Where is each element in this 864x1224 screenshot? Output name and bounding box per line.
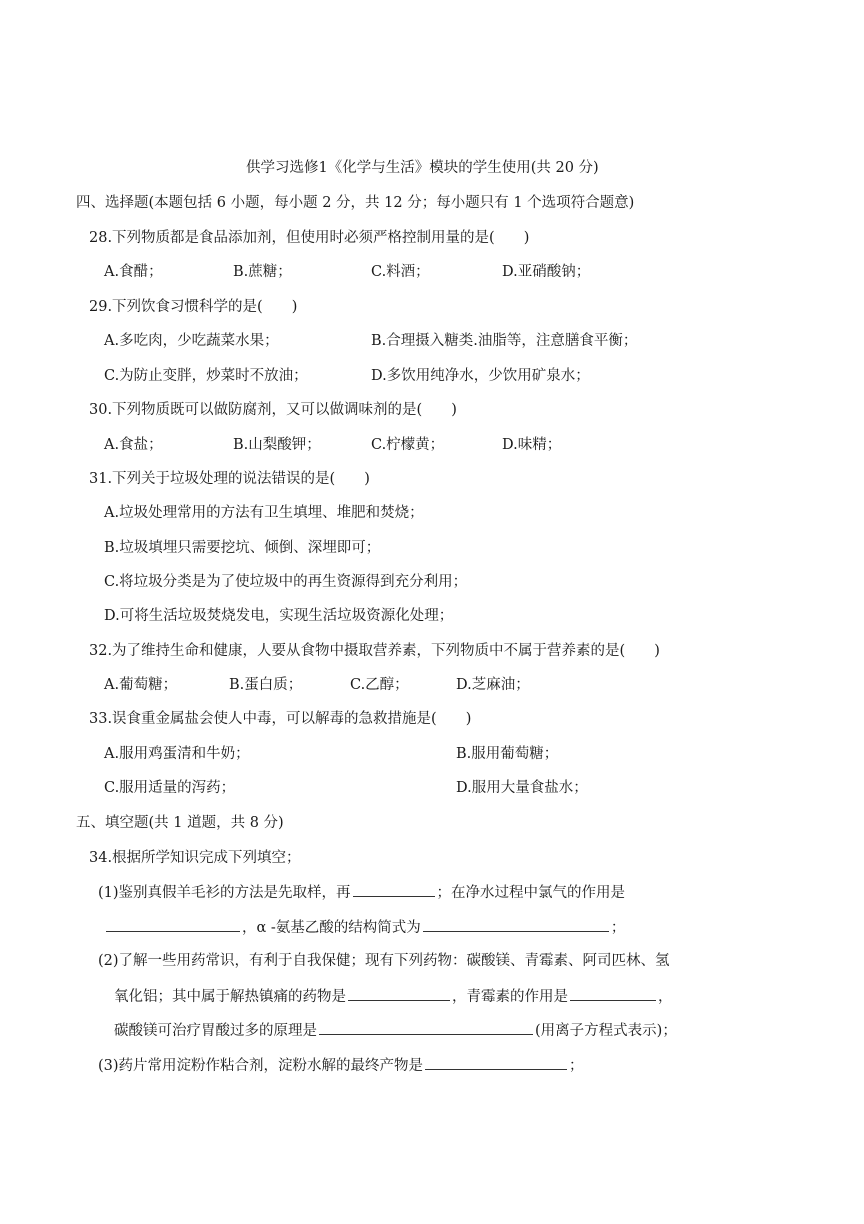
question-32-option-b: B.蛋白质； (229, 677, 303, 693)
question-34-part-2-line-1: (2)了解一些用药常识，有利于自我保健；现有下列药物：碳酸镁、青霉素、阿司匹林、氢 (98, 953, 670, 969)
question-28-option-c: C.料酒； (371, 264, 430, 280)
question-32-option-a: A.葡萄糖； (104, 677, 178, 693)
question-31-option-d: D.可将生活垃圾焚烧发电，实现生活垃圾资源化处理； (104, 608, 454, 624)
section-5-heading: 五、填空题(共 1 道题，共 8 分) (76, 815, 284, 831)
q34-p1-text-b: ；在净水过程中氯气的作用是 (436, 885, 626, 901)
question-30-option-b: B.山梨酸钾； (233, 437, 321, 453)
question-34-part-1-line-1 (98, 882, 625, 903)
question-29-option-d: D.多饮用纯净水，少饮用矿泉水； (371, 368, 590, 384)
page-title: 供学习选修1《化学与生活》模块的学生使用(共 20 分) (246, 160, 599, 176)
question-32-option-c: C.乙醇； (350, 677, 409, 693)
question-34-part-2-line-3 (114, 1020, 677, 1041)
q34-p3-text-a: (3)药片常用淀粉作粘合剂，淀粉水解的最终产物是 (98, 1058, 424, 1074)
question-31-option-b: B.垃圾填埋只需要挖坑、倾倒、深埋即可； (104, 540, 381, 556)
question-31-stem: 31.下列关于垃圾处理的说法错误的是( ) (89, 471, 370, 487)
answer-blank[interactable] (570, 986, 656, 1001)
question-28-option-d: D.亚硝酸钠； (502, 264, 591, 280)
question-34-part-3-line-1 (98, 1055, 584, 1076)
question-33-stem: 33.误食重金属盐会使人中毒，可以解毒的急救措施是( ) (89, 711, 472, 727)
q34-p1-text-d: ； (610, 920, 626, 936)
q34-p1-text-a: (1)鉴别真假羊毛衫的方法是先取样，再 (98, 885, 351, 901)
answer-blank[interactable] (106, 917, 240, 932)
q34-p3-text-b: ； (569, 1058, 584, 1074)
question-29-option-c: C.为防止变胖，炒菜时不放油； (104, 368, 308, 384)
question-33-option-d: D.服用大量食盐水； (456, 780, 588, 796)
q34-p2-text-b: 氧化铝；其中属于解热镇痛的药物是 (114, 989, 346, 1005)
answer-blank[interactable] (319, 1020, 533, 1035)
question-33-option-a: A.服用鸡蛋清和牛奶； (104, 746, 250, 762)
question-29-option-a: A.多吃肉，少吃蔬菜水果； (104, 333, 279, 349)
question-28-stem: 28.下列物质都是食品添加剂，但使用时必须严格控制用量的是( ) (89, 230, 530, 246)
question-30-option-d: D.味精； (502, 437, 562, 453)
q34-p2-text-d: ， (658, 989, 673, 1005)
section-4-heading: 四、选择题(本题包括 6 小题，每小题 2 分，共 12 分；每小题只有 1 个选项符合题意) (76, 195, 635, 211)
answer-blank[interactable] (425, 1055, 567, 1070)
question-28-option-b: B.蔗糖； (233, 264, 292, 280)
question-34-part-1-line-2 (104, 917, 625, 938)
answer-blank[interactable] (423, 917, 609, 932)
answer-blank[interactable] (348, 986, 450, 1001)
question-28-option-a: A.食醋； (104, 264, 163, 280)
answer-blank[interactable] (353, 882, 435, 897)
question-32-stem: 32.为了维持生命和健康，人要从食物中摄取营养素，下列物质中不属于营养素的是( ) (89, 643, 660, 659)
question-33-option-c: C.服用适量的泻药； (104, 780, 236, 796)
question-34-stem: 34.根据所学知识完成下列填空； (89, 850, 301, 866)
question-29-stem: 29.下列饮食习惯科学的是( ) (89, 299, 298, 315)
question-32-option-d: D.芝麻油； (456, 677, 530, 693)
question-34-part-2-line-2 (114, 986, 673, 1007)
question-31-option-c: C.将垃圾分类是为了使垃圾中的再生资源得到充分利用； (104, 574, 468, 590)
question-30-stem: 30.下列物质既可以做防腐剂，又可以做调味剂的是( ) (89, 402, 457, 418)
question-29-option-b: B.合理摄入糖类.油脂等，注意膳食平衡； (371, 333, 638, 349)
q34-p2-text-e: 碳酸镁可治疗胃酸过多的原理是 (114, 1023, 317, 1039)
question-31-option-a: A.垃圾处理常用的方法有卫生填埋、堆肥和焚烧； (104, 505, 424, 521)
question-33-option-b: B.服用葡萄糖； (456, 746, 559, 762)
question-30-option-a: A.食盐； (104, 437, 163, 453)
q34-p1-text-c: ，α -氨基乙酸的结构简式为 (242, 920, 421, 936)
q34-p2-text-c: ，青霉素的作用是 (452, 989, 568, 1005)
question-30-option-c: C.柠檬黄； (371, 437, 445, 453)
q34-p2-text-f: (用离子方程式表示)； (535, 1023, 677, 1039)
